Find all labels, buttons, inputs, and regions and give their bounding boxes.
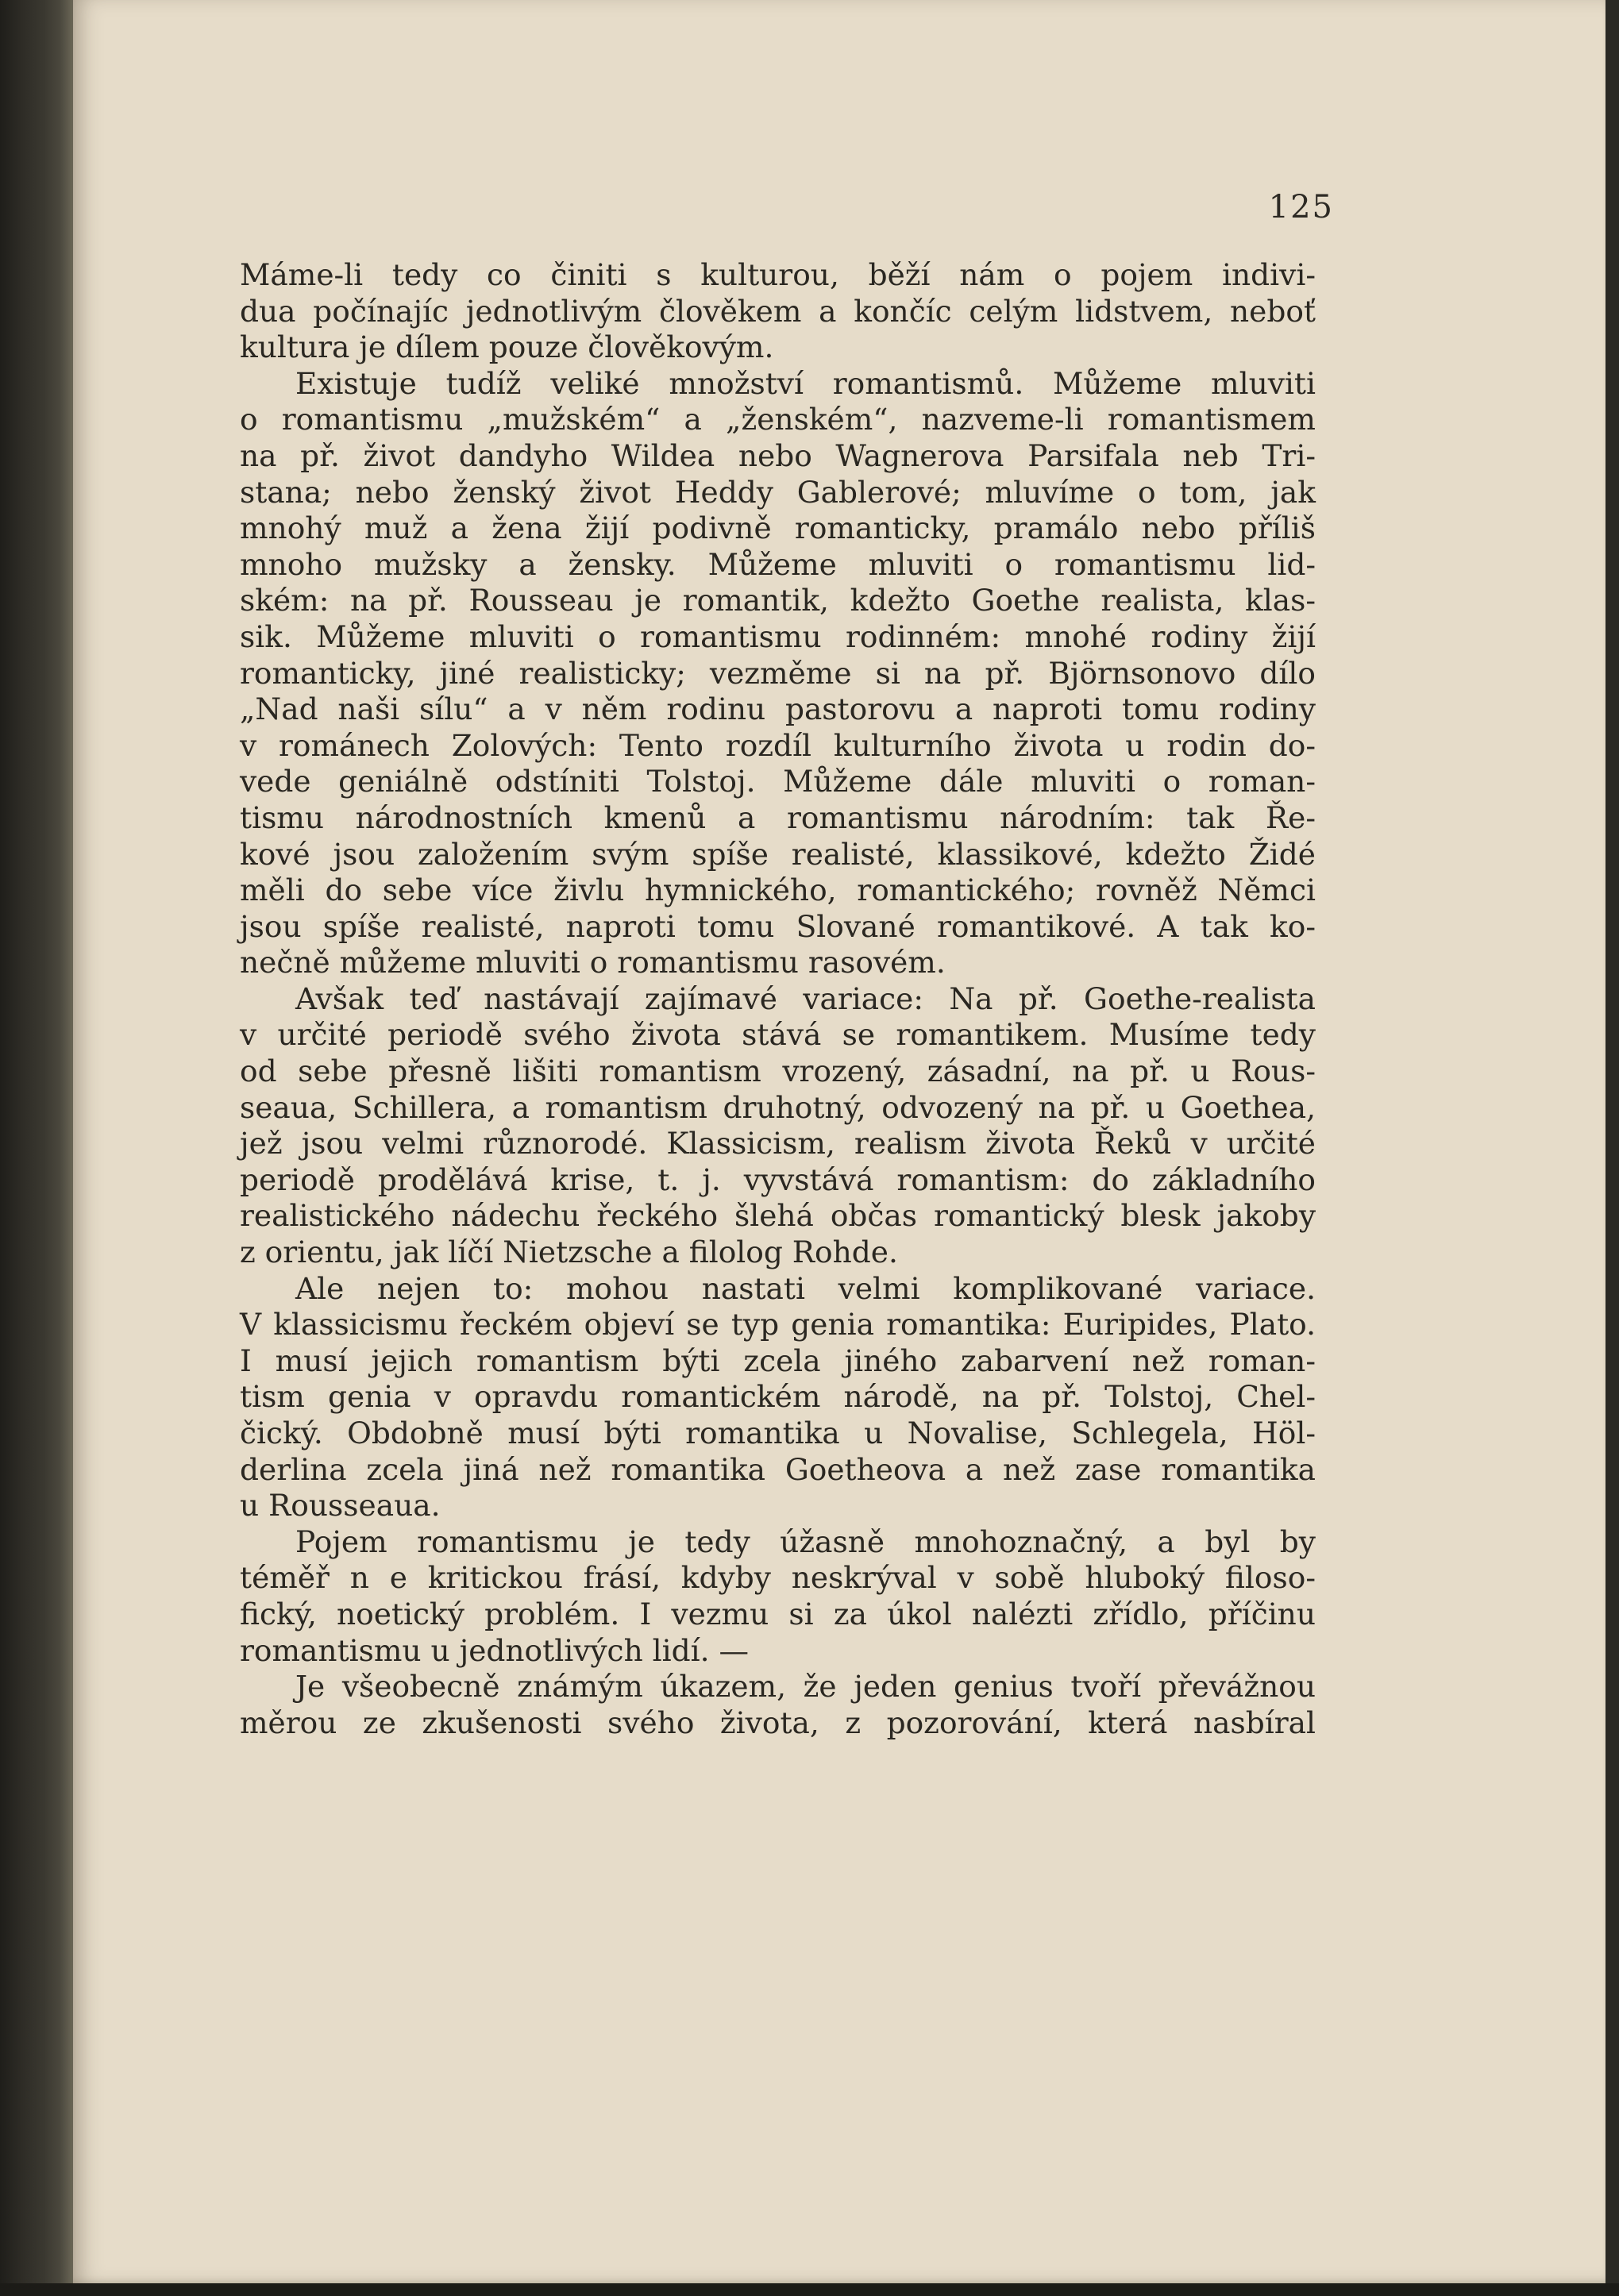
text-line: I musí jejich romantism býti zcela jiného zabarvení než roman- [240,1343,1316,1378]
text-line: jež jsou velmi různorodé. Klassicism, realism života Řeků v určité [240,1126,1316,1161]
book-spine [0,0,73,2296]
text-line: Máme-li tedy co činiti s kulturou, běží nám o pojem indivi- [240,257,1316,292]
text-line: Je všeobecně známým úkazem, že jeden genius tvoří převážnou [295,1669,1316,1705]
body-text [240,257,1316,1741]
text-line: V klassicismu řeckém objeví se typ genia romantika: Euripides, Plato. [240,1307,1316,1343]
text-line: měrou ze zkušenosti svého života, z pozorování, která nasbíral [240,1705,1316,1740]
text-line: fický, noetický problém. I vezmu si za úkol nalézti zřídlo, příčinu [240,1596,1316,1631]
page-number: 125 [1268,189,1334,225]
text-line: seaua, Schillera, a romantism druhotný, odvozený na př. u Goethea, [240,1089,1316,1125]
text-line: Pojem romantismu je tedy úžasně mnohoznačný, a byl by [295,1524,1316,1559]
text-line: u Rousseaua. [240,1488,441,1524]
text-line: dua počínajíc jednotlivým člověkem a končíc celým lidstvem, neboť [240,293,1316,329]
text-line: mnohý muž a žena žijí podivně romanticky, pramálo nebo příliš [240,510,1316,546]
text-line: ském: na př. Rousseau je romantik, kdežto Goethe realista, klas- [240,583,1316,618]
text-line: o romantismu „mužském“ a „ženském“, nazveme-li romantismem [240,402,1316,437]
text-line: stana; nebo ženský život Heddy Gablerové; mluvíme o tom, jak [240,474,1316,510]
text-line: „Nad naši sílu“ a v něm rodinu pastorovu a naproti tomu rodiny [240,691,1316,727]
text-line: kové jsou založením svým spíše realisté, klassikové, kdežto Židé [240,836,1316,872]
text-line: na př. život dandyho Wildea nebo Wagnerova Parsifala neb Tri- [240,437,1316,473]
text-line: z orientu, jak líčí Nietzsche a filolog Rohde. [240,1235,898,1270]
page-edge-right [1606,0,1619,2296]
text-line: romanticky, jiné realisticky; vezměme si na př. Björnsonovo dílo [240,655,1316,691]
text-line: Avšak teď nastávají zajímavé variace: Na př. Goethe-realista [295,980,1316,1016]
text-line: téměř n e kritickou frásí, kdyby neskrýval v sobě hluboký filoso- [240,1560,1316,1596]
text-line: měli do sebe více živlu hymnického, romantického; rovněž Němci [240,873,1316,908]
text-line: periodě prodělává krise, t. j. vyvstává romantism: do základního [240,1161,1316,1197]
text-line: v určité periodě svého života stává se romantikem. Musíme tedy [240,1017,1316,1053]
text-line: čický. Obdobně musí býti romantika u Novalise, Schlegela, Höl- [240,1416,1316,1450]
text-line: derlina zcela jiná než romantika Goetheova a než zase romantika [240,1451,1316,1487]
text-line: Existuje tudíž veliké množství romantismů. Můžeme mluviti [295,365,1316,401]
text-line: sik. Můžeme mluviti o romantismu rodinném: mnohé rodiny žijí [240,618,1316,654]
text-line: v románech Zolových: Tento rozdíl kulturního života u rodin do- [240,727,1316,763]
text-line: romantismu u jednotlivých lidí. — [240,1632,749,1668]
text-line: tismu národnostních kmenů a romantismu národním: tak Ře- [240,799,1316,835]
text-line: mnoho mužsky a žensky. Můžeme mluviti o romantismu lid- [240,546,1316,582]
text-line: kultura je dílem pouze člověkovým. [240,329,774,365]
page-edge-bottom [0,2283,1619,2296]
text-line: vede geniálně odstíniti Tolstoj. Můžeme dále mluviti o roman- [240,764,1316,799]
text-line: Ale nejen to: mohou nastati velmi komplikované variace. [295,1270,1316,1306]
text-line: realistického nádechu řeckého šlehá občas romantický blesk jakoby [240,1198,1316,1234]
text-line: jsou spíše realisté, naproti tomu Slované romantikové. A tak ko- [240,908,1316,944]
text-line: od sebe přesně lišiti romantism vrozený, zásadní, na př. u Rous- [240,1054,1316,1089]
text-line: nečně můžeme mluviti o romantismu rasovém. [240,945,946,980]
text-line: tism genia v opravdu romantickém národě, na př. Tolstoj, Chel- [240,1379,1316,1415]
